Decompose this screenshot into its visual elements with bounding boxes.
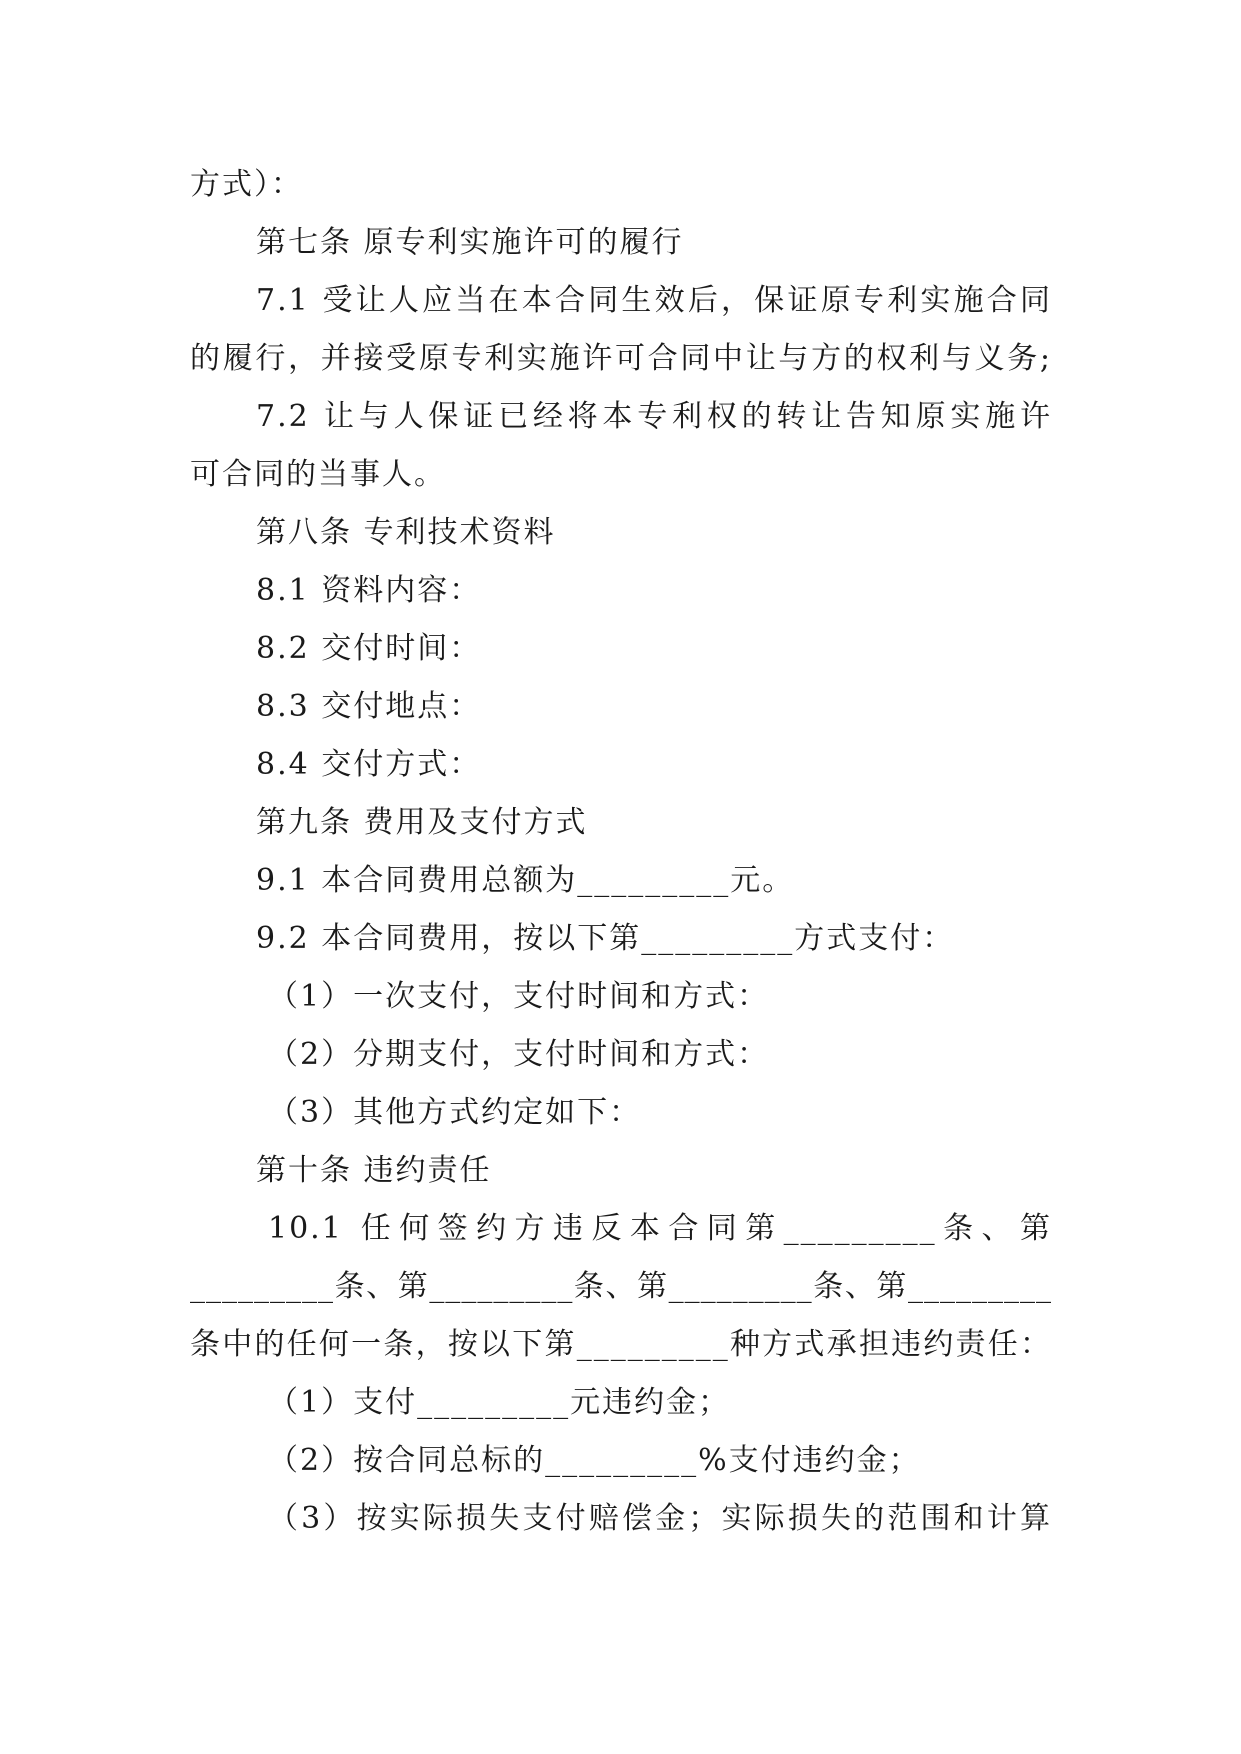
article-10-heading: 第十条 违约责任 (256, 1153, 492, 1188)
clause-10-1-line-2: _________条、第_________条、第_________条、第_________ (190, 1269, 1052, 1304)
liability-option-2: （2）按合同总标的_________%支付违约金； (268, 1443, 921, 1478)
article-9-heading: 第九条 费用及支付方式 (256, 805, 588, 840)
payment-option-3: （3）其他方式约定如下： (268, 1095, 642, 1130)
payment-option-1: （1）一次支付，支付时间和方式： (268, 979, 770, 1014)
liability-option-1: （1）支付_________元违约金； (268, 1385, 731, 1420)
clause-7-2-line-1: 7.2 让与人保证已经将本专利权的转让告知原实施许 (256, 399, 1052, 434)
clause-8-4: 8.4 交付方式： (256, 747, 482, 782)
article-8-heading: 第八条 专利技术资料 (256, 515, 556, 550)
clause-8-2: 8.2 交付时间： (256, 631, 482, 666)
liability-option-3: （3）按实际损失支付赔偿金；实际损失的范围和计算 (268, 1501, 1052, 1536)
clause-7-2-line-2: 可合同的当事人。 (190, 457, 446, 492)
clause-8-3: 8.3 交付地点： (256, 689, 482, 724)
clause-7-1-line-2: 的履行，并接受原专利实施许可合同中让与方的权利与义务; (190, 341, 1052, 376)
article-7-heading: 第七条 原专利实施许可的履行 (256, 225, 684, 260)
payment-option-2: （2）分期支付，支付时间和方式： (268, 1037, 770, 1072)
clause-7-1-line-1: 7.1 受让人应当在本合同生效后，保证原专利实施合同 (256, 283, 1052, 318)
clause-8-1: 8.1 资料内容： (256, 573, 482, 608)
text-line: 方式）： (190, 167, 303, 202)
clause-10-1-line-1: 10.1 任何签约方违反本合同第_________条、第 (268, 1211, 1052, 1246)
clause-9-2: 9.2 本合同费用，按以下第_________方式支付： (256, 921, 955, 956)
clause-10-1-line-3: 条中的任何一条，按以下第_________种方式承担违约责任： (190, 1327, 1052, 1362)
clause-9-1: 9.1 本合同费用总额为_________元。 (256, 863, 795, 898)
